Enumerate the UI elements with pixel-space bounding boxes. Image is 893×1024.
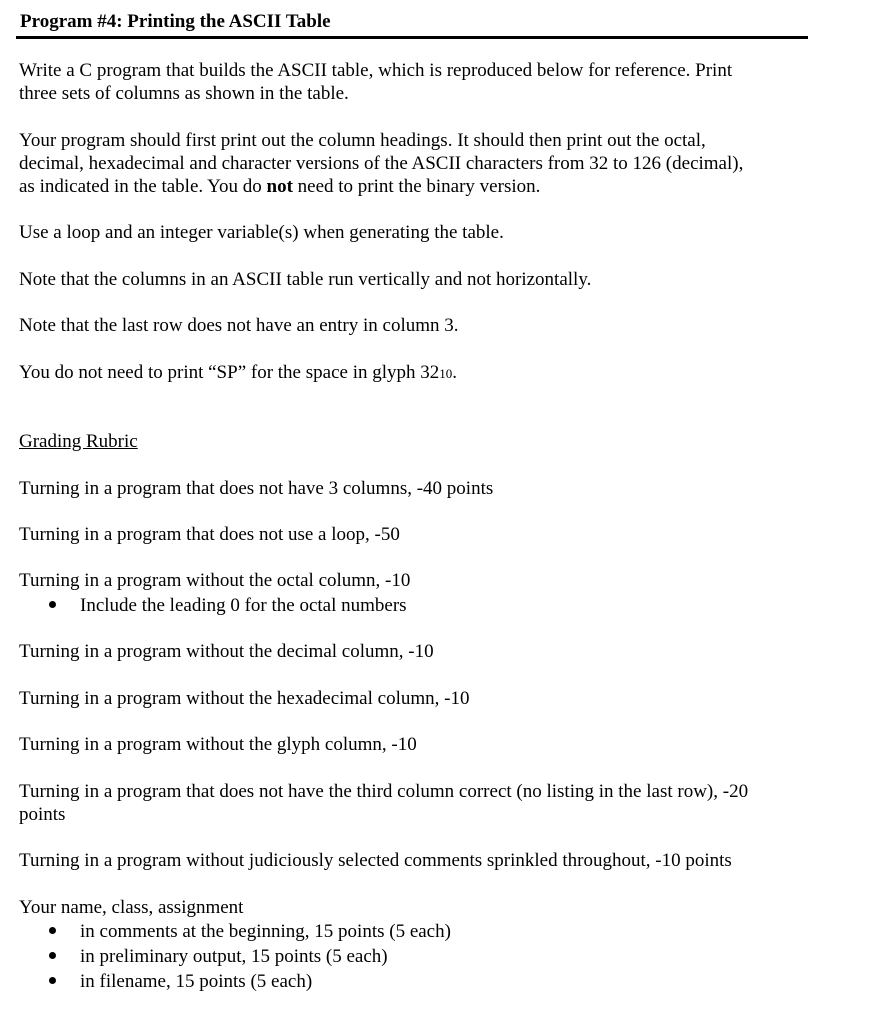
headings-line-3 [19, 175, 809, 198]
intro-line-2: three sets of columns as shown in the table. [19, 83, 349, 104]
rubric-item-octal: Turning in a program without the octal column, -10 [19, 570, 411, 591]
headings-line-3-post: need to print the binary version. [292, 176, 541, 197]
rubric-item-loop: Turning in a program that does not use a loop, -50 [19, 524, 400, 545]
rubric-name-bullet-2: in preliminary output, 15 points (5 each) [80, 946, 388, 967]
title-rule [16, 10, 808, 39]
rubric-item-hex: Turning in a program without the hexadecimal column, -10 [19, 688, 470, 709]
bullet-icon [49, 601, 56, 608]
bullet-icon [49, 927, 56, 934]
columns-note: Note that the columns in an ASCII table run vertically and not horizontally. [19, 269, 592, 290]
headings-line-3-pre: as indicated in the table. You do [19, 176, 267, 197]
rubric-item-octal-bullet: Include the leading 0 for the octal numbers [80, 595, 407, 616]
rubric-item-columns: Turning in a program that does not have 3 columns, -40 points [19, 478, 494, 499]
sp-note-end: . [452, 362, 457, 383]
bullet-icon [49, 977, 56, 984]
rubric-item-third-column-2: points [19, 804, 66, 825]
page-title: Program #4: Printing the ASCII Table [20, 11, 331, 32]
rubric-item-decimal: Turning in a program without the decimal column, -10 [19, 641, 434, 662]
intro-line-1: Write a C program that builds the ASCII table, which is reproduced below for reference. Print [19, 60, 733, 81]
rubric-heading: Grading Rubric [19, 431, 138, 452]
bullet-icon [49, 952, 56, 959]
emphasis-not: not [266, 176, 293, 197]
rubric-item-third-column-1: Turning in a program that does not have the third column correct (no listing in the last row), -20 [19, 781, 749, 802]
rubric-item-comments: Turning in a program without judiciously selected comments sprinkled throughout, -10 points [19, 850, 732, 871]
sp-note-subscript: 10 [439, 366, 453, 381]
loop-note: Use a loop and an integer variable(s) when generating the table. [19, 222, 504, 243]
headings-line-2: decimal, hexadecimal and character versions of the ASCII characters from 32 to 126 (decimal), [19, 153, 744, 174]
sp-note [19, 361, 809, 385]
rubric-name-bullet-3: in filename, 15 points (5 each) [80, 971, 313, 992]
headings-line-1: Your program should first print out the column headings. It should then print out the octal, [19, 130, 706, 151]
rubric-item-name: Your name, class, assignment [19, 897, 244, 918]
rubric-item-glyph: Turning in a program without the glyph column, -10 [19, 734, 417, 755]
rubric-name-bullet-1: in comments at the beginning, 15 points (5 each) [80, 921, 451, 942]
sp-note-text: You do not need to print “SP” for the space in glyph 32 [19, 362, 440, 383]
last-row-note: Note that the last row does not have an entry in column 3. [19, 315, 459, 336]
